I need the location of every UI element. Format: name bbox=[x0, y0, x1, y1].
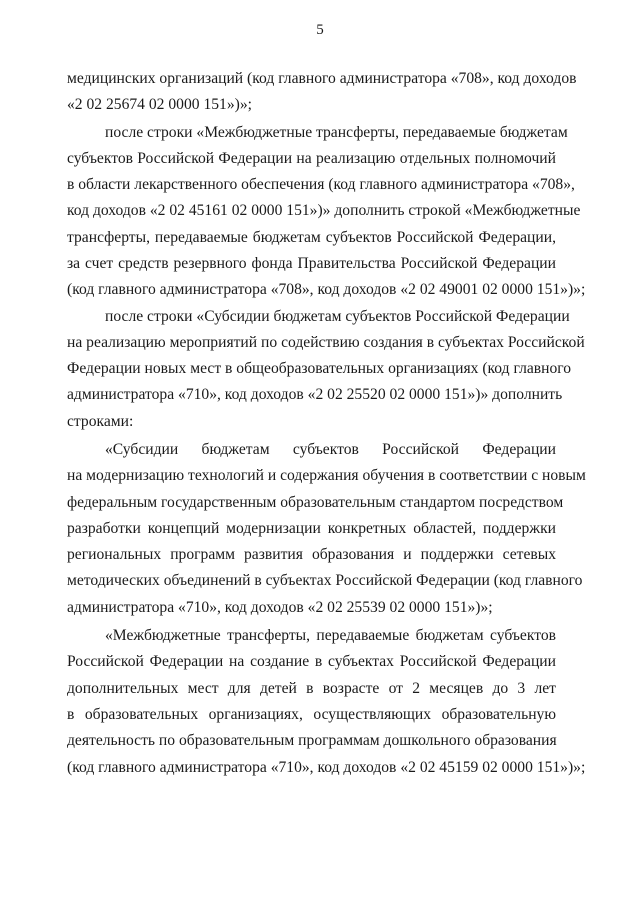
text-line: на реализацию мероприятий по содействию создания в субъектах Российской bbox=[67, 334, 585, 351]
text-line: в области лекарственного обеспечения (код главного администратора «708», bbox=[67, 176, 575, 193]
text-line: администратора «710», код доходов «2 02 25539 02 0000 151»)»; bbox=[67, 599, 493, 616]
text-line: за счет средств резервного фонда Правительства Российской Федерации bbox=[67, 255, 556, 272]
text-line: дополнительных мест для детей в возрасте от 2 месяцев до 3 лет bbox=[67, 680, 556, 697]
text-line: субъектов Российской Федерации на реализацию отдельных полномочий bbox=[67, 150, 556, 167]
text-line: методических объединений в субъектах Российской Федерации (код главного bbox=[67, 572, 583, 589]
text-line: после строки «Межбюджетные трансферты, передаваемые бюджетам bbox=[105, 124, 568, 141]
text-line: «2 02 25674 02 0000 151»)»; bbox=[67, 96, 252, 113]
text-line: федеральным государственным образовательным стандартом посредством bbox=[67, 494, 564, 511]
text-line: медицинских организаций (код главного администратора «708», код доходов bbox=[67, 70, 577, 87]
text-line: в образовательных организациях, осуществляющих образовательную bbox=[67, 706, 556, 723]
text-line: «Субсидии бюджетам субъектов Российской Федерации bbox=[105, 441, 556, 458]
text-line: строками: bbox=[67, 413, 134, 430]
text-line: Федерации новых мест в общеобразовательных организациях (код главного bbox=[67, 360, 572, 377]
text-line: на модернизацию технологий и содержания обучения в соответствии с новым bbox=[67, 467, 586, 484]
text-line: после строки «Субсидии бюджетам субъектов Российской Федерации bbox=[105, 308, 570, 325]
text-line: деятельность по образовательным программам дошкольного образования bbox=[67, 732, 557, 749]
text-line: трансферты, передаваемые бюджетам субъектов Российской Федерации, bbox=[67, 229, 556, 246]
text-line: разработки концепций модернизации конкретных областей, поддержки bbox=[67, 520, 556, 537]
text-line: администратора «710», код доходов «2 02 25520 02 0000 151»)» дополнить bbox=[67, 386, 563, 403]
page-number: 5 bbox=[316, 22, 324, 38]
text-line: (код главного администратора «708», код доходов «2 02 49001 02 0000 151»)»; bbox=[67, 281, 586, 298]
text-line: «Межбюджетные трансферты, передаваемые бюджетам субъектов bbox=[105, 627, 556, 644]
text-line: код доходов «2 02 45161 02 0000 151»)» дополнить строкой «Межбюджетные bbox=[67, 202, 581, 219]
text-line: Российской Федерации на создание в субъектах Российской Федерации bbox=[67, 653, 556, 670]
text-line: региональных программ развития образования и поддержки сетевых bbox=[67, 546, 556, 563]
text-line: (код главного администратора «710», код доходов «2 02 45159 02 0000 151»)»; bbox=[67, 759, 586, 776]
